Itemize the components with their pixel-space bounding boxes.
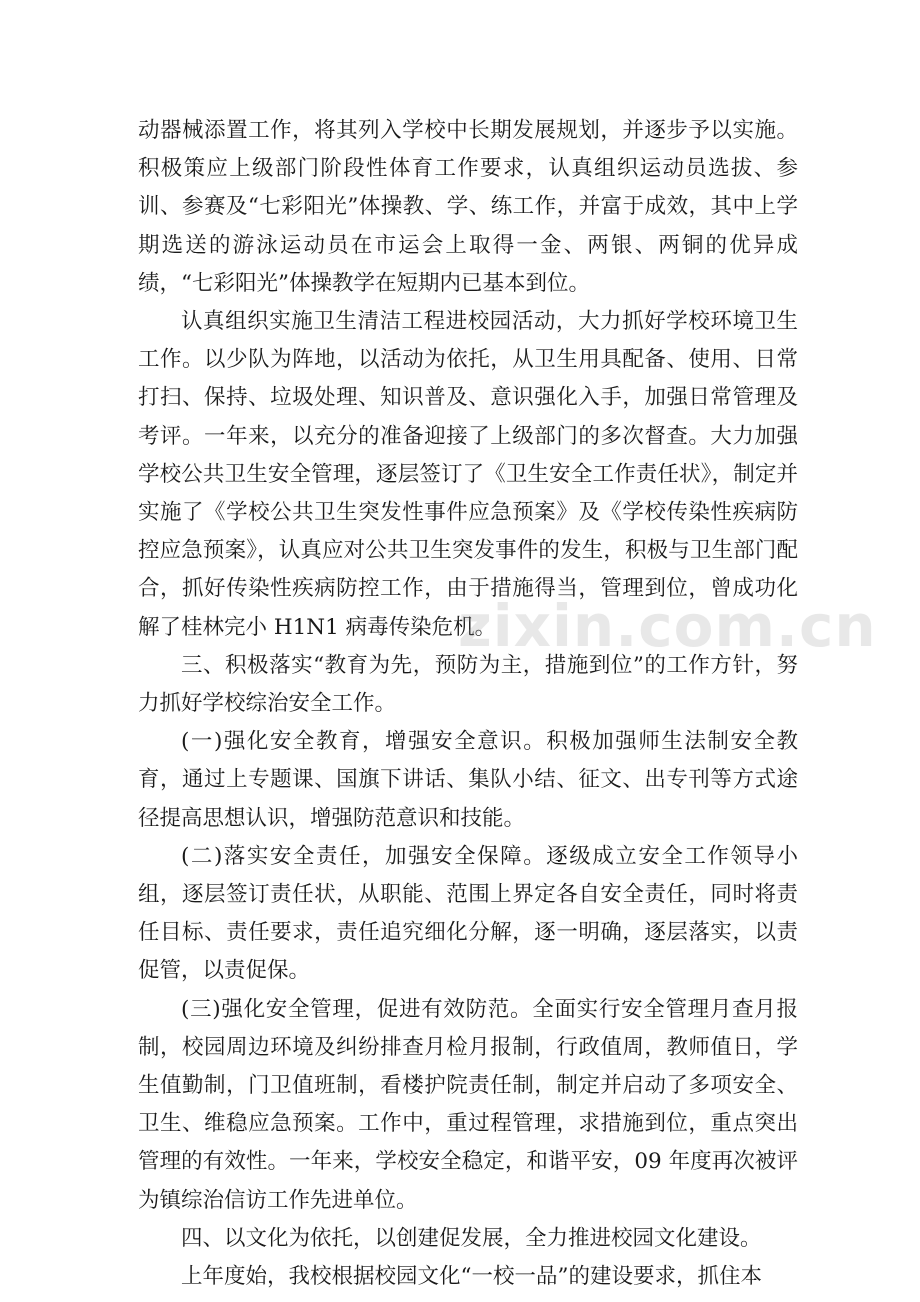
watermark: zixin.com.cn <box>458 592 877 660</box>
paragraph-sports-equipment: 动器械添置工作，将其列入学校中长期发展规划，并逐步予以实施。积极策应上级部门阶段性体育工作要求，认真组织运动员选拔、参训、参赛及“七彩阳光”体操教、学、练工作，并富于成效，其中上学期选送的游泳运动员在市运会上取得一金、两银、两铜的优异成绩，“七彩阳光”体操教学在短期内已基本到位。 <box>138 118 798 296</box>
paragraph-campus-culture: 上年度始，我校根据校园文化“一校一品”的建设要求，抓住本 <box>181 1264 762 1290</box>
paragraph-safety-responsibility: (二)落实安全责任，加强安全保障。逐级成立安全工作领导小组，逐层签订责任状，从职能、范围上界定各自安全责任，同时将责任目标、责任要求，责任追究细化分解，逐一明确，逐层落实，以责促管，以责促保。 <box>138 843 798 984</box>
paragraph-section-four-heading: 四、以文化为依托，以创建促发展，全力推进校园文化建设。 <box>181 1225 762 1251</box>
document-body <box>138 112 798 1296</box>
paragraph-hygiene-work: 认真组织实施卫生清洁工程进校园活动，大力抓好学校环境卫生工作。以少队为阵地，以活动为依托，从卫生用具配备、使用、日常打扫、保持、垃圾处理、知识普及、意识强化入手，加强日常管理及考评。一年来，以充分的准备迎接了上级部门的多次督查。大力加强学校公共卫生安全管理，逐层签订了《卫生安全工作责任状》，制定并实施了《学校公共卫生突发性事件应急预案》及《学校传染性疾病防控应急预案》，认真应对公共卫生突发事件的发生，积极与卫生部门配合，抓好传染性疾病防控工作，由于措施得当，管理到位，曾成功化解了桂林完小 H1N1 病毒传染危机。 <box>138 309 798 640</box>
paragraph-safety-education: (一)强化安全教育，增强安全意识。积极加强师生法制安全教育，通过上专题课、国旗下讲话、集队小结、征文、出专刊等方式途径提高思想认识，增强防范意识和技能。 <box>138 729 798 831</box>
paragraph-safety-management: (三)强化安全管理，促进有效防范。全面实行安全管理月查月报制，校园周边环境及纠纷排查月检月报制，行政值周，教师值日，学生值勤制，门卫值班制，看楼护院责任制，制定并启动了多项安全、卫生、维稳应急预案。工作中，重过程管理，求措施到位，重点突出管理的有效性。一年来，学校安全稳定，和谐平安，09 年度再次被评为镇综治信访工作先进单位。 <box>138 996 798 1213</box>
paragraph-section-three-heading: 三、积极落实“教育为先，预防为主，措施到位”的工作方针，努力抓好学校综治安全工作。 <box>138 652 798 717</box>
